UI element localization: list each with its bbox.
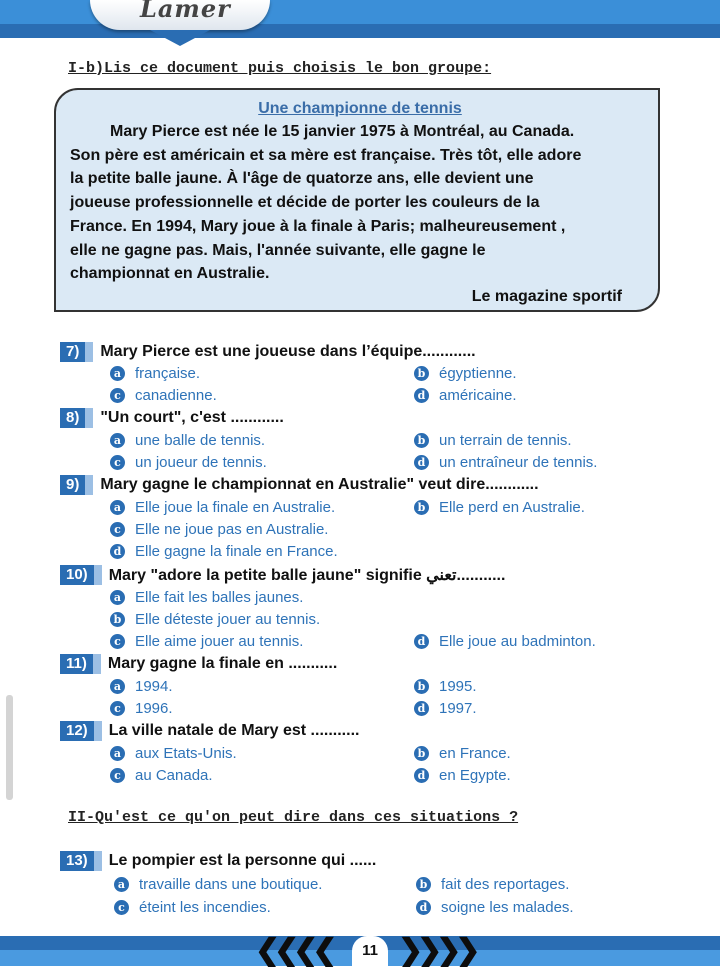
passage-line: France. En 1994, Mary joue à la finale à Paris; malheureusement , — [70, 217, 566, 235]
option-letter-badge: a — [110, 679, 125, 694]
question-13 — [60, 851, 376, 871]
section-title-2: II-Qu'est ce qu'on peut dire dans ces situations ? — [68, 809, 519, 826]
page-number: 11 — [352, 936, 388, 966]
question-number: 13) — [60, 851, 102, 871]
question-number: 12) — [60, 721, 102, 741]
option-11c[interactable]: c 1996. — [110, 698, 173, 718]
option-13a[interactable]: a travaille dans une boutique. — [114, 874, 322, 894]
question-10 — [60, 565, 505, 585]
passage-line: championnat en Australie. — [70, 265, 270, 283]
question-9 — [60, 475, 539, 495]
option-letter-badge: b — [414, 679, 429, 694]
question-number: 11) — [60, 654, 101, 674]
passage-text — [70, 120, 650, 286]
passage-line: Son père est américain et sa mère est française. Très tôt, elle adore — [70, 146, 582, 164]
option-letter-badge: d — [414, 388, 429, 403]
question-7 — [60, 342, 476, 362]
option-letter-badge: a — [114, 877, 129, 892]
question-number: 10) — [60, 565, 102, 585]
question-number: 7) — [60, 342, 93, 362]
option-letter-badge: c — [110, 522, 125, 537]
question-number: 8) — [60, 408, 93, 428]
option-11d[interactable]: d 1997. — [414, 698, 477, 718]
option-letter-badge: d — [414, 701, 429, 716]
option-letter-badge: d — [414, 455, 429, 470]
question-text: Mary Pierce est une joueuse dans l’équipe............ — [100, 343, 476, 360]
question-text: Le pompier est la personne qui ...... — [108, 852, 377, 869]
question-text: Mary "adore la petite balle jaune" signifie تعني........... — [108, 567, 506, 584]
option-9a[interactable]: a Elle joue la finale en Australie. — [110, 497, 335, 517]
question-11 — [60, 654, 337, 674]
passage-line: joueuse professionnelle et décide de porter les couleurs de la — [70, 194, 540, 212]
logo: Lamer — [140, 0, 231, 23]
option-12b[interactable]: b en France. — [414, 743, 511, 763]
option-7a[interactable]: a française. — [110, 363, 200, 383]
option-letter-badge: d — [414, 634, 429, 649]
option-letter-badge: b — [414, 746, 429, 761]
option-letter-badge: c — [110, 388, 125, 403]
scrollbar[interactable] — [6, 695, 13, 800]
option-9b[interactable]: b Elle perd en Australie. — [414, 497, 585, 517]
option-letter-badge: a — [110, 500, 125, 515]
option-9d[interactable]: d Elle gagne la finale en France. — [110, 541, 338, 561]
option-letter-badge: b — [414, 500, 429, 515]
option-letter-badge: c — [110, 768, 125, 783]
chevron-left-icon[interactable]: ❮❮❮❮ — [255, 934, 332, 967]
passage-title: Une championne de tennis — [258, 100, 462, 117]
option-letter-badge: a — [110, 746, 125, 761]
option-11a[interactable]: a 1994. — [110, 676, 173, 696]
option-8c[interactable]: c un joueur de tennis. — [110, 452, 267, 472]
option-letter-badge: d — [416, 900, 431, 915]
passage-line: Mary Pierce est née le 15 janvier 1975 à Montréal, au Canada. — [110, 123, 575, 140]
option-letter-badge: a — [110, 366, 125, 381]
option-letter-badge: c — [110, 455, 125, 470]
option-letter-badge: b — [110, 612, 125, 627]
option-7d[interactable]: d américaine. — [414, 385, 517, 405]
logo-arrow — [150, 30, 210, 46]
section-title-1: I-b)Lis ce document puis choisis le bon groupe: — [68, 60, 492, 77]
option-10a[interactable]: a Elle fait les balles jaunes. — [110, 587, 303, 607]
option-letter-badge: b — [416, 877, 431, 892]
option-letter-badge: a — [110, 433, 125, 448]
option-8d[interactable]: d un entraîneur de tennis. — [414, 452, 597, 472]
option-letter-badge: c — [110, 701, 125, 716]
option-9c[interactable]: c Elle ne joue pas en Australie. — [110, 519, 328, 539]
option-11b[interactable]: b 1995. — [414, 676, 477, 696]
passage-line: elle ne gagne pas. Mais, l'année suivante, elle gagne le — [70, 241, 486, 259]
question-text: Mary gagne la finale en ........... — [107, 655, 338, 672]
option-letter-badge: b — [414, 433, 429, 448]
option-letter-badge: c — [110, 634, 125, 649]
option-letter-badge: a — [110, 590, 125, 605]
option-12a[interactable]: a aux Etats-Unis. — [110, 743, 237, 763]
option-7c[interactable]: c canadienne. — [110, 385, 217, 405]
option-12d[interactable]: d en Egypte. — [414, 765, 511, 785]
option-8b[interactable]: b un terrain de tennis. — [414, 430, 572, 450]
passage-source: Le magazine sportif — [471, 288, 622, 305]
option-8a[interactable]: a une balle de tennis. — [110, 430, 265, 450]
question-12 — [60, 721, 359, 741]
option-13d[interactable]: d soigne les malades. — [416, 897, 574, 917]
passage-line: la petite balle jaune. À l'âge de quatorze ans, elle devient une — [70, 170, 534, 188]
question-8 — [60, 408, 284, 428]
option-letter-badge: d — [110, 544, 125, 559]
question-text: Mary gagne le championnat en Australie" veut dire............ — [100, 476, 539, 493]
option-13c[interactable]: c éteint les incendies. — [114, 897, 271, 917]
option-12c[interactable]: c au Canada. — [110, 765, 213, 785]
option-letter-badge: c — [114, 900, 129, 915]
option-letter-badge: d — [414, 768, 429, 783]
chevron-right-icon[interactable]: ❯❯❯❯ — [398, 934, 475, 967]
option-letter-badge: b — [414, 366, 429, 381]
option-13b[interactable]: b fait des reportages. — [416, 874, 569, 894]
option-7b[interactable]: b égyptienne. — [414, 363, 517, 383]
option-10c[interactable]: c Elle aime jouer au tennis. — [110, 631, 303, 651]
option-10b[interactable]: b Elle déteste jouer au tennis. — [110, 609, 320, 629]
question-text: "Un court", c'est ............ — [100, 409, 284, 426]
question-text: La ville natale de Mary est ........... — [108, 722, 360, 739]
question-number: 9) — [60, 475, 93, 495]
option-10d[interactable]: d Elle joue au badminton. — [414, 631, 596, 651]
